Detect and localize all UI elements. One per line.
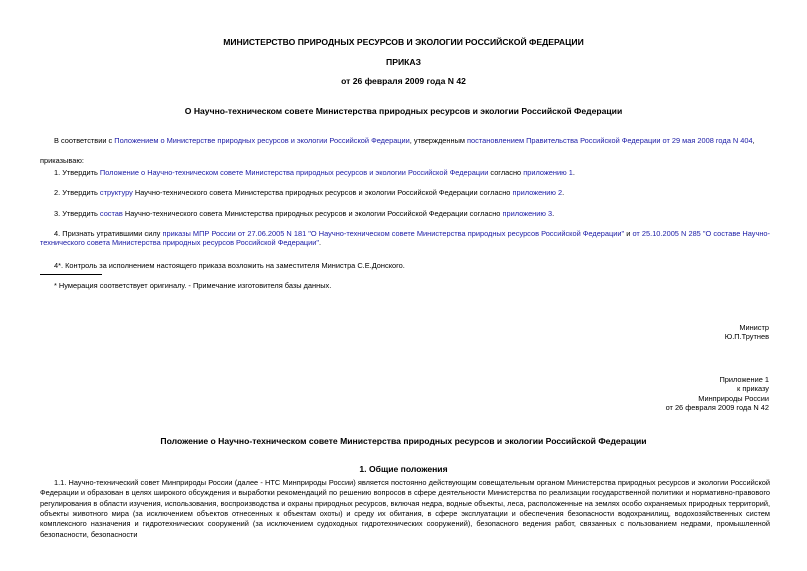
link-ministry-regulation[interactable]: Положением о Министерстве природных ресурсов и экологии Российской Федерации bbox=[114, 136, 410, 145]
regulation-title: Положение о Научно-техническом совете Министерства природных ресурсов и экологии Российской Федерации bbox=[160, 436, 647, 446]
item-3-text-1: 3. Утвердить bbox=[54, 209, 100, 218]
item-2-text-2: Научно-технического совета Министерства природных ресурсов и экологии Российской Федерации согласно bbox=[132, 188, 513, 197]
appendix-line-4: от 26 февраля 2009 года N 42 bbox=[665, 402, 769, 412]
preamble-text-2: , утвержденным bbox=[409, 136, 468, 145]
preamble-text-1: В соответствии с bbox=[54, 136, 115, 145]
item-2 bbox=[40, 188, 770, 197]
item-4-text-3: . bbox=[319, 238, 322, 248]
item-3 bbox=[40, 209, 770, 218]
appendix-line-2: к приказу bbox=[737, 384, 769, 394]
link-composition[interactable]: состав bbox=[99, 209, 123, 218]
item-3-text-2: Научно-технического совета Министерства природных ресурсов и экологии Российской Федерации согласно bbox=[122, 209, 503, 218]
signature-block bbox=[725, 323, 769, 342]
item-1-text-2: согласно bbox=[488, 168, 524, 177]
doc-type-heading: ПРИКАЗ bbox=[386, 57, 421, 67]
item-1-text-3: . bbox=[572, 168, 575, 177]
appendix-line-3: Минприроды России bbox=[698, 393, 769, 403]
section-1-title: 1. Общие положения bbox=[359, 464, 448, 474]
preamble bbox=[40, 136, 770, 145]
order-word: приказываю: bbox=[40, 156, 84, 165]
signature-position: Министр bbox=[739, 323, 769, 332]
footnote-divider bbox=[40, 274, 102, 275]
item-4-text-2: и bbox=[624, 229, 633, 238]
item-1 bbox=[40, 168, 770, 177]
item-4-text-1: 4. Признать утратившими силу bbox=[54, 229, 163, 238]
item-2-text-3: . bbox=[562, 188, 565, 197]
link-order-285[interactable]: от 25.10.2005 N 285 "О составе Научно-технического совета Министерства природных ресурсов Российской Федерации" bbox=[40, 229, 770, 248]
link-appendix-1[interactable]: приложению 1 bbox=[523, 168, 573, 177]
link-order-181[interactable]: приказы МПР России от 27.06.2005 N 181 "О Научно-техническом совете Министерства природных ресурсов Российской Федерации" bbox=[162, 229, 625, 238]
doc-title: О Научно-техническом совете Министерства природных ресурсов и экологии Российской Федерации bbox=[184, 106, 623, 116]
item-5: 4*. Контроль за исполнением настоящего приказа возложить на заместителя Министра С.Е.Донского. bbox=[54, 261, 405, 270]
footnote: * Нумерация соответствует оригиналу. - Примечание изготовителя базы данных. bbox=[54, 281, 332, 290]
signature-name: Ю.П.Трутнев bbox=[724, 332, 769, 342]
item-1-text-1: 1. Утвердить bbox=[54, 168, 100, 177]
ministry-heading: МИНИСТЕРСТВО ПРИРОДНЫХ РЕСУРСОВ И ЭКОЛОГИИ РОССИЙСКОЙ ФЕДЕРАЦИИ bbox=[223, 37, 584, 47]
item-3-text-3: . bbox=[552, 209, 555, 218]
item-4 bbox=[40, 229, 770, 248]
doc-date-number: от 26 февраля 2009 года N 42 bbox=[341, 76, 466, 86]
link-regulation-ntc[interactable]: Положение о Научно-техническом совете Министерства природных ресурсов и экологии Российской Федерации bbox=[99, 168, 489, 177]
appendix-block bbox=[666, 375, 769, 412]
preamble-text-3: , bbox=[752, 136, 755, 145]
item-2-text-1: 2. Утвердить bbox=[54, 188, 100, 197]
link-appendix-2[interactable]: приложению 2 bbox=[512, 188, 563, 197]
section-1-paragraph: 1.1. Научно-технический совет Минприроды России (далее - НТС Минприроды России) является постоянно действующим совещательным органом Министерства природных ресурсов и экологии Российской Федерации и образован в целях широкого обсуждения и выработки рекомендаций по решению вопросов в сфере деятельности Министерства по реализации государственной политики и нормативно-правового регулирования в области изучения, использования, воспроизводства и охраны природных ресурсов, включая недра, водные объекты, леса, расположенные на землях особо охраняемых природных территорий, объекты животного мира (за исключением объектов отнесенных к объектам охоты) и среду их обитания, в сфере эксплуатации и обеспечения безопасности водохранилищ, водохозяйственных систем комплексного назначения и гидротехнических сооружений (за исключением судоходных гидротехнических сооружений), безопасного ведения работ, связанных с пользованием недрами, промышленной безопасности, безопасности bbox=[40, 478, 770, 539]
appendix-line-1: Приложение 1 bbox=[719, 375, 769, 384]
link-government-resolution[interactable]: постановлением Правительства Российской Федерации от 29 мая 2008 года N 404 bbox=[467, 136, 753, 145]
link-appendix-3[interactable]: приложению 3 bbox=[502, 209, 553, 218]
link-structure[interactable]: структуру bbox=[99, 188, 133, 197]
